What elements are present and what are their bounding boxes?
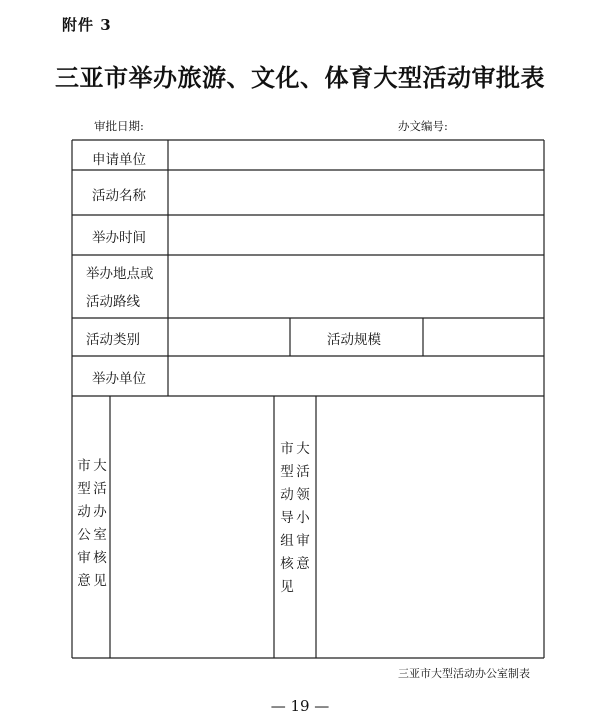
office-review-label-col2: 大 活 办 室 核 见 (93, 458, 107, 589)
form-title: 三亚市举办旅游、文化、体育大型活动审批表 (55, 63, 545, 92)
page-number: — 19 — (270, 697, 330, 715)
office-review-label-col1: 市 型 动 公 审 意 (77, 458, 91, 589)
form-maker-note: 三亚市大型活动办公室制表 (398, 667, 530, 680)
leader-review-label-col1: 市 型 动 导 组 核 见 (280, 441, 294, 595)
hold-time-label: 举办时间 (92, 230, 146, 246)
location-label-line2: 活动路线 (86, 294, 140, 310)
doc-number-label: 办文编号: (398, 119, 448, 133)
applicant-label: 申请单位 (92, 152, 146, 168)
scale-label: 活动规模 (327, 332, 381, 348)
activity-name-label: 活动名称 (92, 188, 146, 204)
location-label-line1: 举办地点或 (86, 266, 154, 282)
category-label: 活动类别 (86, 332, 140, 348)
attachment-label: 附件 3 (62, 16, 112, 34)
organizer-label: 举办单位 (92, 371, 146, 387)
approval-date-label: 审批日期: (94, 119, 144, 133)
leader-review-label-col2: 大 活 领 小 审 意 (296, 441, 310, 572)
